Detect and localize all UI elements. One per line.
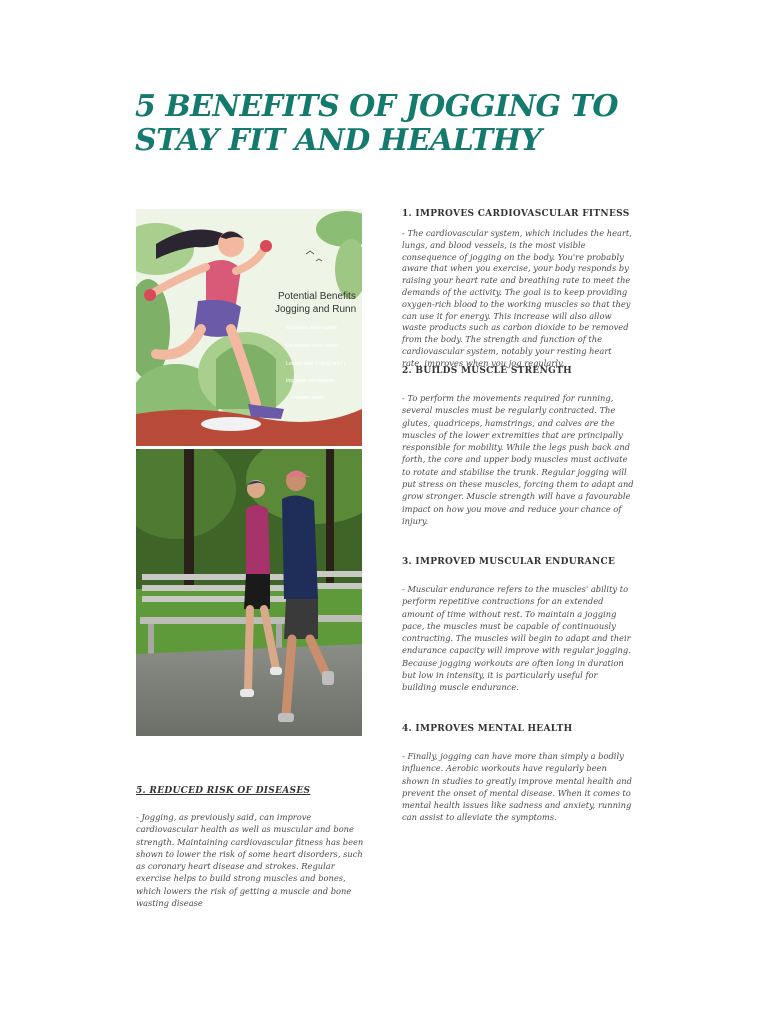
section-body: - Muscular endurance refers to the muscles' ability to perform repetitive contractions for an extended amount of time without rest. To maintain a jogging pace, the muscles must be capable of continuously contracting. The muscles will begin to adapt and their endurance capacity will improve with regular jogging. Because jogging workouts are often long in duration but low in intensity, it is particularly useful for building muscle endurance. [402,584,631,693]
page-title [135,90,655,158]
illustration-item: Decreases stress levels [286,343,339,349]
section-muscular-endurance [402,557,634,694]
illustration-item: Improves self-esteem [286,378,334,384]
illustration-item: Enhances sleep quality [286,325,338,331]
joggers-photo-art [136,449,362,736]
illustration-title-line-2: Jogging and Runn [275,304,357,315]
section-heading: 1. IMPROVES CARDIOVASCULAR FITNESS [402,209,630,219]
section-body: - Finally, jogging can have more than simply a bodily influence. Aerobic workouts have regularly been shown in studies to greatly improve mental health and prevent the onset of mental disease. When it comes to mental health issues like sadness and anxiety, running can assist to alleviate the symptoms. [402,751,632,823]
section-body: - The cardiovascular system, which includes the heart, lungs, and blood vessels, is the most visible consequence of jogging on the body. You're probably aware that when you exercise, your body responds by raising your heart rate and breathing rate to meet the demands of the activity. The goal is to keep providing oxygen-rich blood to the working muscles so that they can use it for energy. This increase will also allow waste products such as carbon dioxide to be removed from the body. The strength and function of the cardiovascular system, notably your resting heart rate, improves when you jog regularly. [402,228,632,368]
section-heading: 5. REDUCED RISK OF DISEASES [136,786,311,796]
illustration-item: Elevates mood [291,395,325,401]
section-heading: 2. BUILDS MUSCLE STRENGTH [402,366,572,376]
page-title-line-1: 5 BENEFITS OF JOGGING TO [135,89,619,124]
runner-illustration-art [136,209,362,446]
benefits-illustration [136,209,362,446]
illustration-title-line-1: Potential Benefits [278,291,356,302]
section-mental-health [402,724,634,824]
section-body: - To perform the movements required for running, several muscles must be regularly contracted. The glutes, quadriceps, hamstrings, and calves are the muscles of the lower extremities that are principally responsible for mobility. While the legs push back and forth, the core and upper body muscles must activate to rotate and stabilise the trunk. Regular jogging will put stress on these muscles, forcing them to adapt and grow stronger. Muscle strength will have a favourable impact on how you move and reduce your chance of injury. [402,393,634,526]
illustration-item: Lowers your resting heart r [286,361,346,367]
page-title-line-2: STAY FIT AND HEALTHY [135,123,542,158]
section-cardiovascular [402,209,634,370]
section-muscle-strength [402,366,634,527]
joggers-photo [136,449,362,736]
section-body: - Jogging, as previously said, can improve cardiovascular health as well as muscular and bone strength. Maintaining cardiovascular fitness has been shown to lower the risk of some heart disorders, such as coronary heart disease and strokes. Regular exercise helps to build strong muscles and bones, which lowers the risk of getting a muscle and bone wasting disease [136,812,364,909]
section-heading: 4. IMPROVES MENTAL HEALTH [402,724,573,734]
section-reduced-disease-risk [136,786,368,909]
section-heading: 3. IMPROVED MUSCULAR ENDURANCE [402,557,616,567]
